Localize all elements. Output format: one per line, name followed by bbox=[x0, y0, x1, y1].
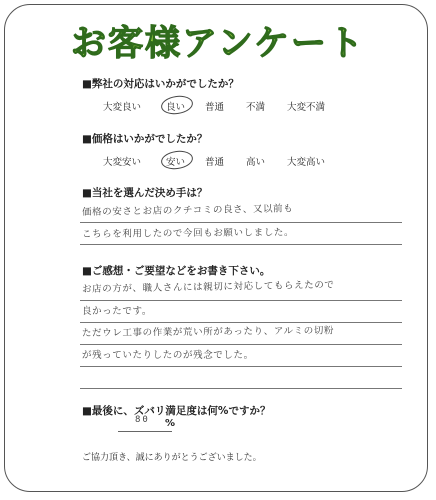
price-option-expensive[interactable]: 高い bbox=[246, 157, 266, 168]
comment-answer-line-3[interactable]: ただウレ工事の作業が荒い所があったり、アルミの切粉 bbox=[81, 325, 335, 339]
thank-you-note: ご協力頂き、誠にありがとうございました。 bbox=[82, 453, 262, 463]
price-option-normal[interactable]: 普通 bbox=[205, 157, 225, 168]
answer-line bbox=[80, 222, 402, 223]
question-price: ■価格はいかがでしたか？ bbox=[82, 133, 208, 145]
answer-line bbox=[80, 300, 402, 301]
service-option-normal[interactable]: 普通 bbox=[205, 102, 225, 113]
question-satisfaction: ■最後に、ズバリ満足度は何%ですか？ bbox=[82, 405, 271, 417]
answer-line bbox=[80, 344, 402, 345]
service-option-very-good[interactable]: 大変良い bbox=[103, 102, 142, 113]
answer-line bbox=[80, 244, 402, 245]
price-option-very-cheap[interactable]: 大変安い bbox=[103, 157, 142, 168]
service-option-very-dissatisfied[interactable]: 大変不満 bbox=[287, 102, 326, 113]
service-option-good[interactable]: 良い bbox=[166, 99, 185, 113]
question-reason: ■当社を選んだ決め手は？ bbox=[82, 187, 208, 199]
answer-line bbox=[80, 388, 402, 389]
percent-sign: % bbox=[165, 418, 176, 429]
service-option-dissatisfied[interactable]: 不満 bbox=[246, 102, 266, 113]
satisfaction-value[interactable]: 80 bbox=[135, 415, 150, 425]
question-service: ■弊社の対応はいかがでしたか？ bbox=[82, 78, 239, 90]
satisfaction-underline bbox=[118, 431, 172, 432]
survey-title: お客様アンケート bbox=[71, 24, 365, 64]
reason-answer-line-2[interactable]: こちらを利用したので今回もお願いしました。 bbox=[81, 227, 295, 240]
comment-answer-line-1[interactable]: お店の方が、職人さんには親切に対応してもらえたので bbox=[81, 279, 335, 295]
answer-line bbox=[80, 366, 402, 367]
reason-answer-line-1[interactable]: 価格の安さとお店のクチコミの良さ、又以前も bbox=[81, 203, 294, 218]
price-option-very-expensive[interactable]: 大変高い bbox=[287, 157, 326, 168]
comment-answer-line-2[interactable]: 良かったです。 bbox=[82, 306, 152, 317]
price-option-cheap[interactable]: 安い bbox=[166, 154, 185, 168]
comment-answer-line-4[interactable]: が残っていたりしたのが残念でした。 bbox=[82, 350, 254, 361]
question-comments: ■ご感想・ご要望などをお書き下さい。 bbox=[82, 265, 271, 277]
